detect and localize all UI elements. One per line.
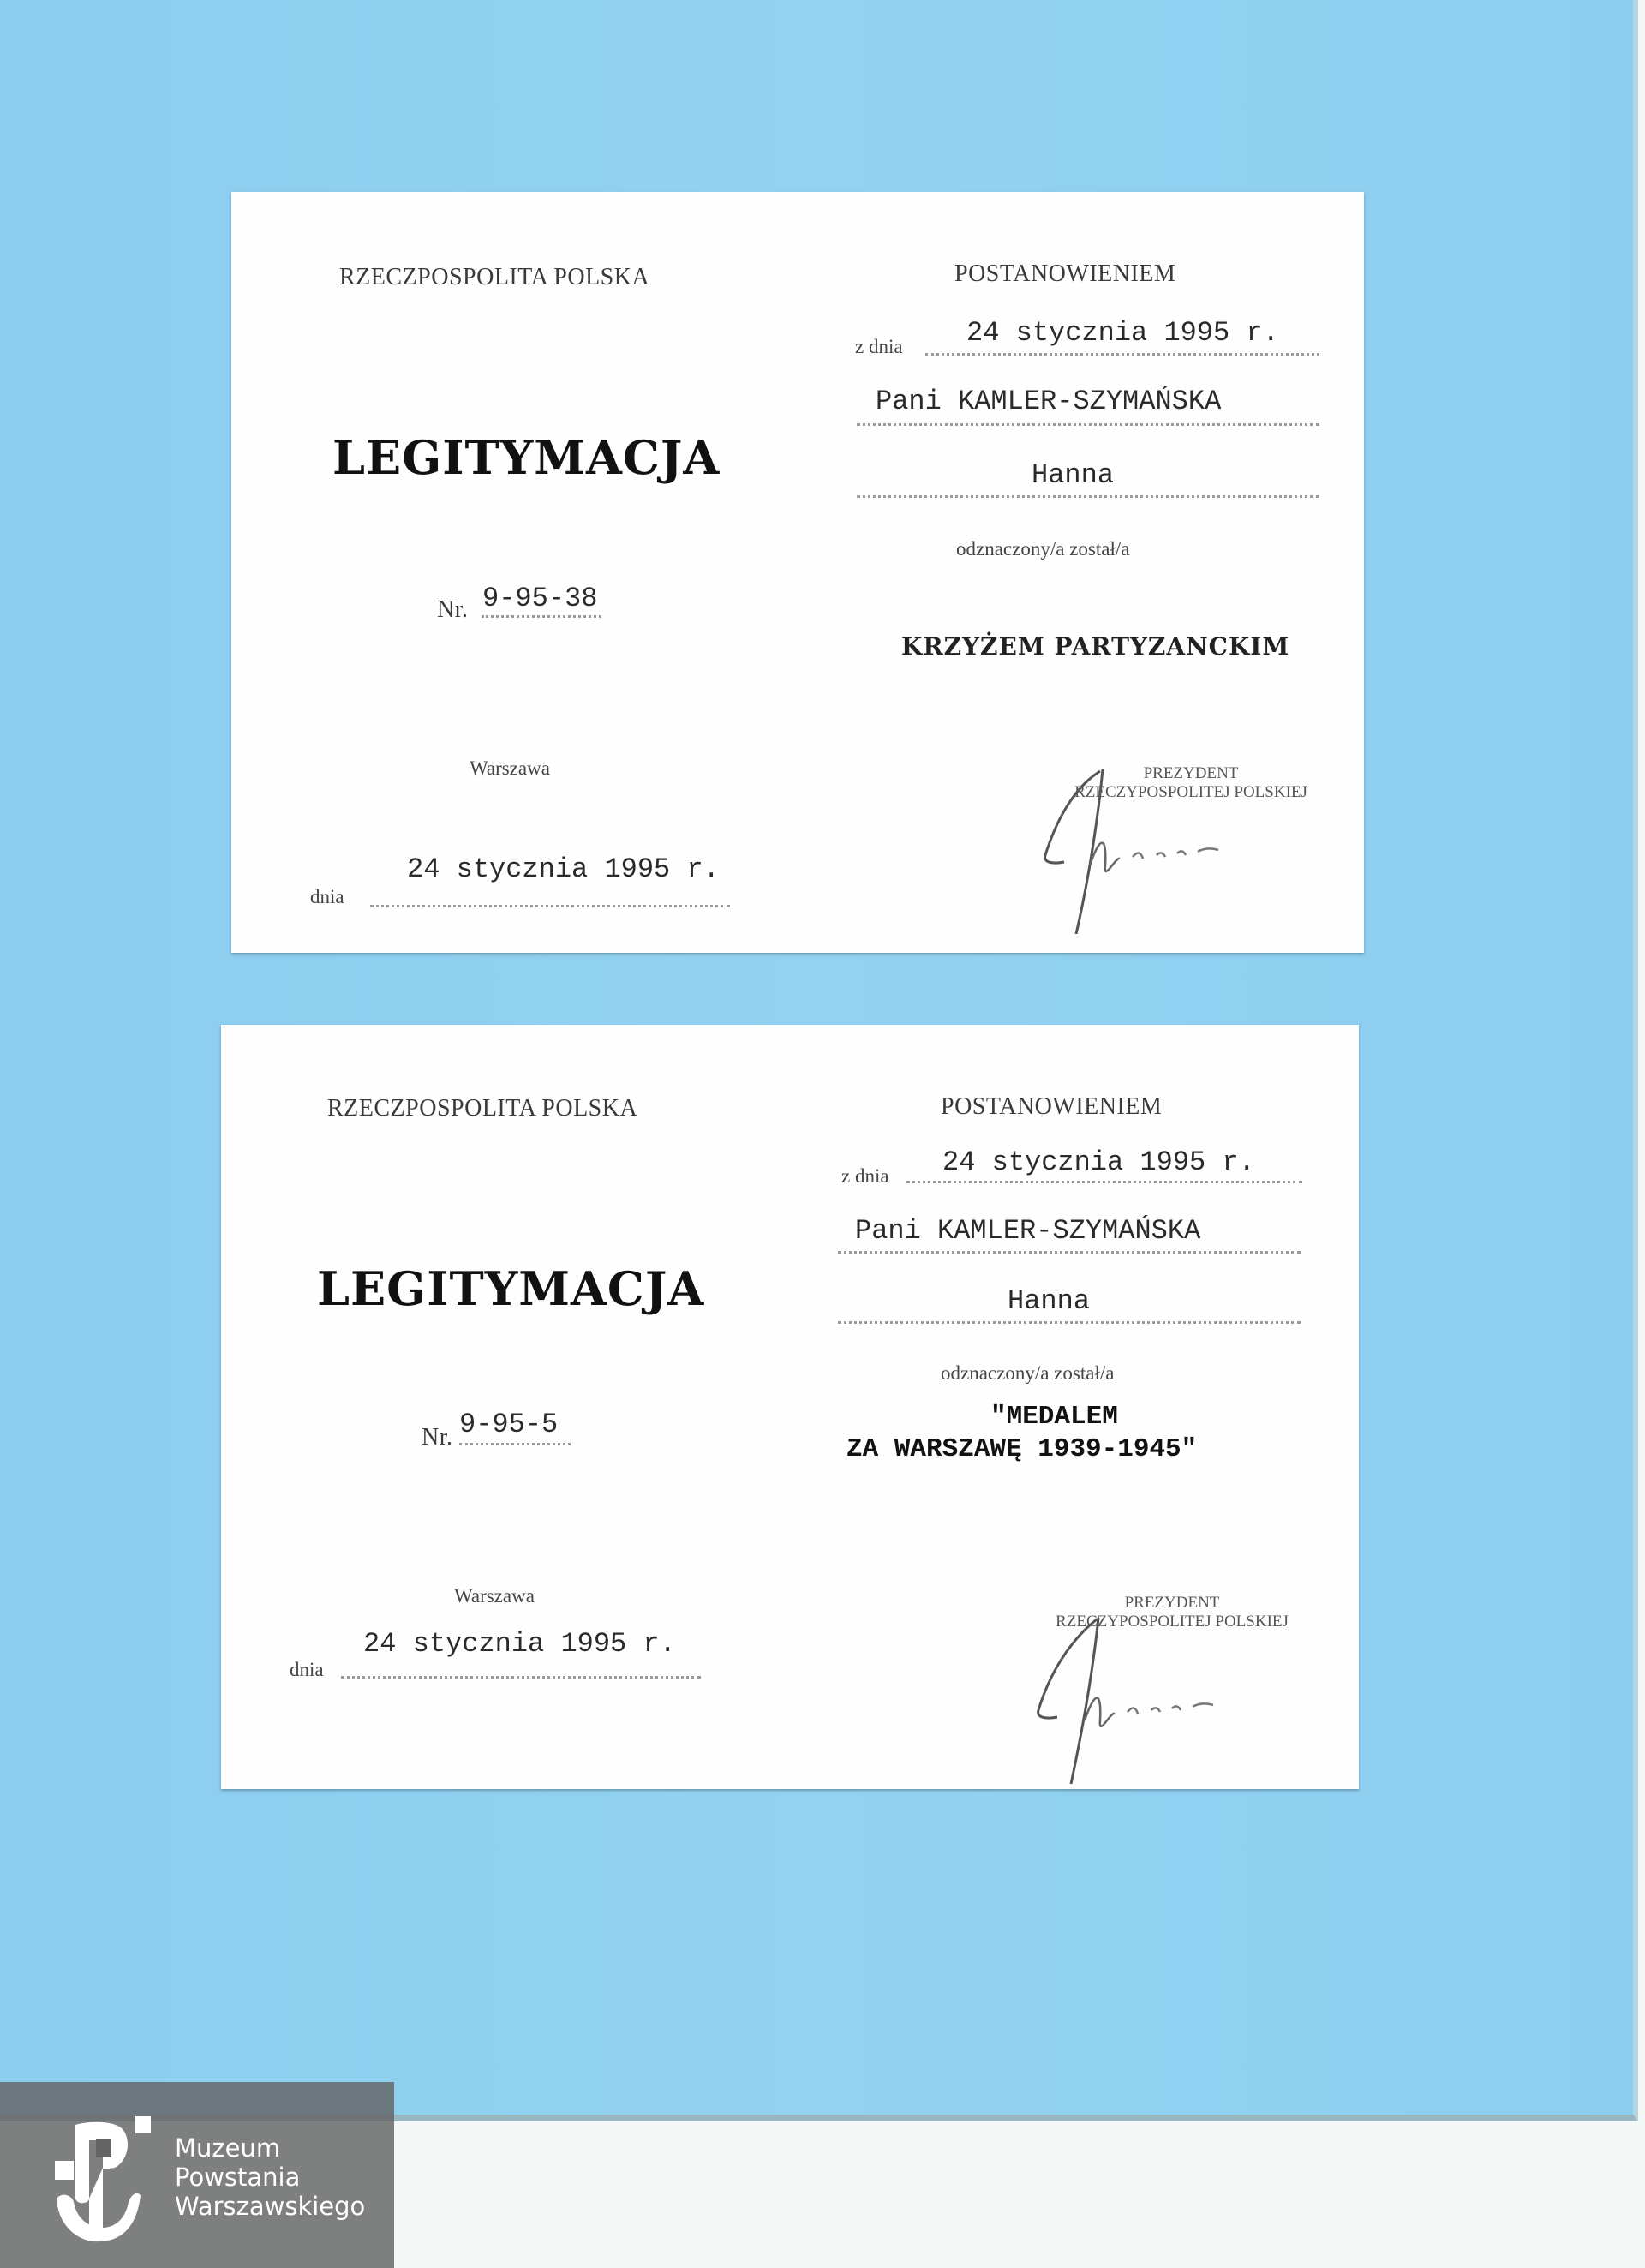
place-label: Warszawa	[454, 1585, 535, 1607]
awarded-text: odznaczony/a został/a	[941, 1362, 1115, 1384]
header-right: POSTANOWIENIEM	[941, 1093, 1163, 1120]
legitymacja-card-2	[221, 1025, 1359, 1789]
decision-date-label: z dnia	[855, 336, 903, 357]
decision-date-label: z dnia	[841, 1165, 889, 1187]
decision-date-value: 24 stycznia 1995 r.	[942, 1146, 1255, 1178]
dotted-line	[857, 423, 1319, 426]
award-name-line-1: "MEDALEM	[990, 1402, 1118, 1432]
surname-line: Pani KAMLER-SZYMAŃSKA	[876, 386, 1222, 417]
issue-date-value: 24 stycznia 1995 r.	[363, 1628, 676, 1660]
museum-watermark	[0, 2082, 394, 2268]
decision-date-value: 24 stycznia 1995 r.	[966, 317, 1279, 349]
card-title: LEGITYMACJA	[332, 430, 721, 485]
dotted-line	[370, 905, 730, 907]
award-name: KRZYŻEM PARTYZANCKIM	[901, 632, 1290, 661]
dotted-line	[341, 1676, 701, 1679]
card-title: LEGITYMACJA	[317, 1261, 705, 1316]
first-name: Hanna	[1008, 1285, 1091, 1317]
legitymacja-card-1	[231, 192, 1364, 953]
number-value: 9-95-5	[459, 1409, 559, 1440]
first-name: Hanna	[1032, 459, 1115, 491]
issue-date-label: dnia	[290, 1659, 324, 1680]
issue-date-value: 24 stycznia 1995 r.	[407, 853, 720, 885]
number-value: 9-95-38	[482, 583, 598, 614]
number-label: Nr.	[422, 1424, 453, 1451]
dotted-line	[925, 353, 1319, 356]
museum-name: Muzeum Powstania Warszawskiego	[175, 2133, 366, 2221]
signature-icon	[1030, 1616, 1287, 1787]
surname-line: Pani KAMLER-SZYMAŃSKA	[855, 1215, 1201, 1247]
award-name-line-2: ZA WARSZAWĘ 1939-1945"	[846, 1434, 1198, 1464]
header-right: POSTANOWIENIEM	[954, 260, 1176, 287]
number-label: Nr.	[437, 596, 469, 623]
dotted-line	[838, 1251, 1301, 1254]
header-left: RZECZPOSPOLITA POLSKA	[327, 1095, 638, 1122]
place-label: Warszawa	[470, 757, 550, 779]
signature-icon	[1038, 763, 1295, 934]
dotted-line	[906, 1181, 1302, 1183]
signatory-title: PREZYDENT RZECZYPOSPOLITEJ POLSKIEJ	[1056, 1594, 1289, 1631]
kotwica-anchor-logo-icon	[51, 2116, 154, 2245]
dotted-line	[838, 1321, 1301, 1324]
signatory-title: PREZYDENT RZECZYPOSPOLITEJ POLSKIEJ	[1074, 764, 1307, 801]
awarded-text: odznaczony/a został/a	[956, 538, 1130, 560]
header-left: RZECZPOSPOLITA POLSKA	[339, 264, 650, 290]
dotted-line	[482, 615, 601, 618]
issue-date-label: dnia	[310, 886, 344, 907]
dotted-line	[459, 1443, 571, 1445]
dotted-line	[857, 495, 1319, 498]
